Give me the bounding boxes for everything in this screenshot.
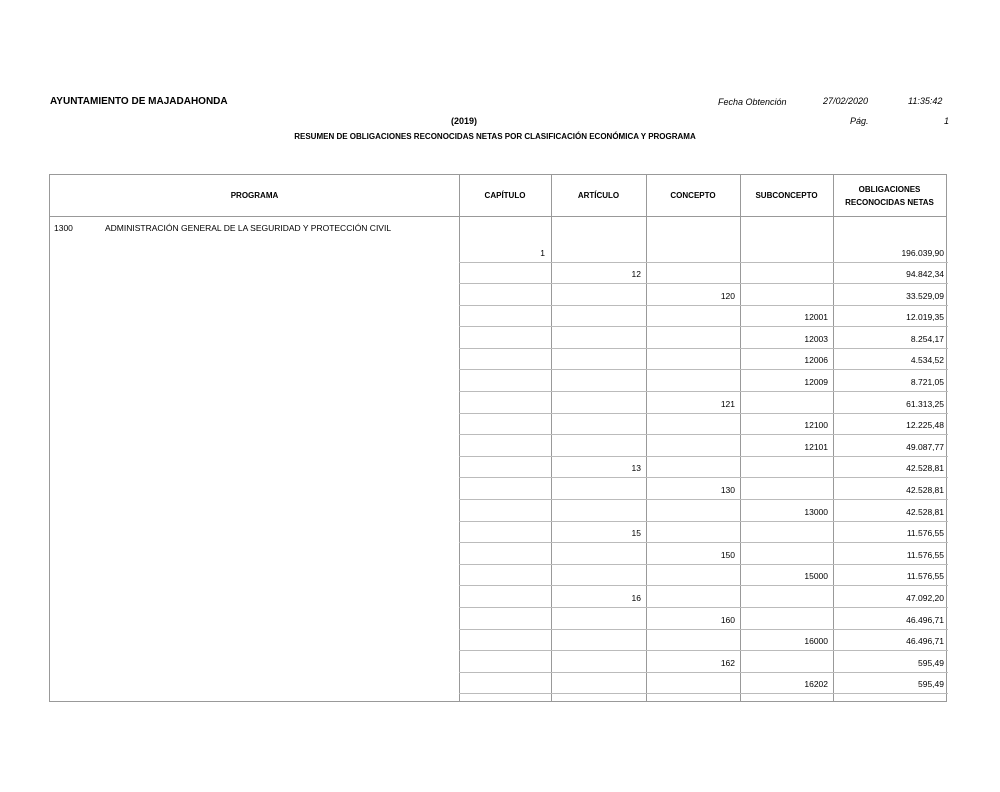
col-header-articulo: ARTÍCULO	[551, 175, 646, 217]
table-row	[459, 306, 948, 328]
cell-articulo: 13	[631, 463, 641, 474]
table-row	[459, 651, 948, 673]
page-label: Pág.	[850, 116, 869, 126]
table-row	[459, 217, 948, 263]
cell-concepto: 150	[720, 549, 735, 560]
table-row	[459, 608, 948, 630]
table-row	[459, 263, 948, 285]
table-row	[459, 392, 948, 414]
organization-name: AYUNTAMIENTO DE MAJADAHONDA	[50, 96, 228, 107]
page-number: 1	[944, 116, 950, 126]
cell-subconcepto: 12009	[804, 377, 828, 388]
cell-importe: 94.842,34	[906, 269, 944, 280]
col-header-concepto: CONCEPTO	[646, 175, 740, 217]
cell-subconcepto: 12003	[804, 333, 828, 344]
report-year: (2019)	[451, 116, 478, 126]
table-row	[459, 349, 948, 371]
cell-subconcepto: 12101	[804, 441, 828, 452]
cell-subconcepto: 12100	[804, 420, 828, 431]
hora-value: 11:35:42	[908, 96, 943, 106]
programa-name: ADMINISTRACIÓN GENERAL DE LA SEGURIDAD Y PROTECCIÓN CIVIL	[105, 223, 392, 233]
col-header-programa: PROGRAMA	[50, 175, 459, 217]
cell-subconcepto: 12006	[804, 355, 828, 366]
cell-concepto: 120	[720, 290, 735, 301]
table-row	[459, 371, 948, 393]
cell-concepto: 162	[720, 657, 735, 668]
cell-articulo: 12	[631, 269, 641, 280]
cell-importe: 42.528,81	[906, 485, 944, 496]
table-row	[459, 479, 948, 501]
fecha-label: Fecha Obtención	[718, 97, 787, 107]
cell-concepto: 121	[720, 398, 735, 409]
cell-importe: 12.019,35	[906, 312, 944, 323]
cell-importe: 42.528,81	[906, 506, 944, 517]
cell-importe: 8.721,05	[910, 377, 944, 388]
programa-code: 1300	[54, 223, 73, 233]
cell-importe: 8.254,17	[910, 333, 944, 344]
cell-importe: 12.225,48	[906, 420, 944, 431]
cell-subconcepto: 15000	[804, 571, 828, 582]
table-row	[459, 435, 948, 457]
fecha-value: 27/02/2020	[823, 96, 869, 106]
table-row	[459, 565, 948, 587]
cell-articulo: 15	[631, 528, 641, 539]
col-header-obligaciones: OBLIGACIONES RECONOCIDAS NETAS	[833, 175, 946, 217]
table-row	[459, 457, 948, 479]
cell-subconcepto: 12001	[804, 312, 828, 323]
cell-importe: 196.039,90	[901, 247, 944, 258]
table-row	[459, 522, 948, 544]
cell-concepto: 130	[720, 485, 735, 496]
cell-importe: 46.496,71	[906, 614, 944, 625]
cell-importe: 4.534,52	[910, 355, 944, 366]
table-row	[459, 630, 948, 652]
cell-importe: 595,49	[918, 679, 944, 690]
table-row	[459, 500, 948, 522]
col-header-capitulo: CAPÍTULO	[459, 175, 551, 217]
table-row	[459, 587, 948, 609]
cell-importe: 595,49	[918, 657, 944, 668]
cell-importe: 11.576,55	[906, 571, 944, 582]
obligaciones-table	[49, 174, 947, 702]
cell-importe: 61.313,25	[906, 398, 944, 409]
table-row	[459, 543, 948, 565]
cell-subconcepto: 16202	[804, 679, 828, 690]
cell-importe: 42.528,81	[906, 463, 944, 474]
cell-subconcepto: 13000	[804, 506, 828, 517]
cell-subconcepto: 16000	[804, 636, 828, 647]
col-header-subconcepto: SUBCONCEPTO	[740, 175, 833, 217]
cell-importe: 49.087,77	[906, 441, 944, 452]
cell-importe: 33.529,09	[906, 290, 944, 301]
table-row	[459, 673, 948, 695]
cell-articulo: 16	[631, 593, 641, 604]
cell-concepto: 160	[720, 614, 735, 625]
cell-importe: 47.092,20	[906, 593, 944, 604]
cell-importe: 46.496,71	[906, 636, 944, 647]
report-title: RESUMEN DE OBLIGACIONES RECONOCIDAS NETAS POR CLASIFICACIÓN ECONÓMICA Y PROGRAMA	[294, 132, 696, 141]
cell-importe: 11.576,55	[906, 549, 944, 560]
cell-importe: 11.576,55	[906, 528, 944, 539]
cell-capitulo: 1	[540, 247, 545, 258]
table-row	[459, 284, 948, 306]
table-row	[459, 327, 948, 349]
table-row	[459, 414, 948, 436]
